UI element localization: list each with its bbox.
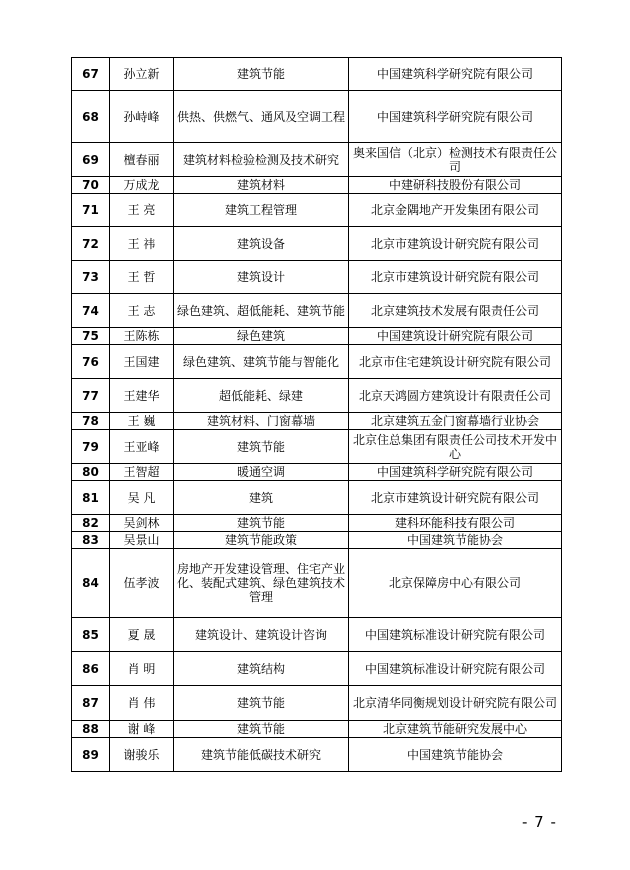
table-row: [72, 194, 562, 227]
row-number: 71: [72, 194, 110, 227]
table-row: [72, 618, 562, 652]
organization: 北京保障房中心有限公司: [349, 549, 562, 618]
table-row: [72, 328, 562, 345]
expertise-field: 建筑节能: [174, 721, 349, 738]
expertise-field: 建筑设备: [174, 227, 349, 261]
expert-name: 王 巍: [110, 413, 174, 430]
expertise-field: 建筑结构: [174, 652, 349, 686]
organization: 北京市建筑设计研究院有限公司: [349, 227, 562, 261]
table-row: [72, 413, 562, 430]
organization: 建科环能科技有限公司: [349, 515, 562, 532]
expert-name: 孙立新: [110, 58, 174, 91]
organization: 北京住总集团有限责任公司技术开发中心: [349, 430, 562, 464]
expert-name: 吴景山: [110, 532, 174, 549]
table-row: [72, 143, 562, 177]
table-row: [72, 261, 562, 294]
row-number: 78: [72, 413, 110, 430]
organization: 北京市建筑设计研究院有限公司: [349, 261, 562, 294]
table-row: [72, 379, 562, 413]
row-number: 70: [72, 177, 110, 194]
organization: 中国建筑科学研究院有限公司: [349, 464, 562, 481]
expert-name: 吴剑林: [110, 515, 174, 532]
organization: 中国建筑标准设计研究院有限公司: [349, 652, 562, 686]
table-row: [72, 345, 562, 379]
expert-name: 谢 峰: [110, 721, 174, 738]
expertise-field: 建筑工程管理: [174, 194, 349, 227]
table-row: [72, 549, 562, 618]
table-row: [72, 721, 562, 738]
expertise-field: 绿色建筑、建筑节能与智能化: [174, 345, 349, 379]
table-row: [72, 532, 562, 549]
expertise-field: 建筑节能: [174, 430, 349, 464]
expert-roster-table: [71, 57, 562, 772]
expert-name: 王陈栋: [110, 328, 174, 345]
expertise-field: 建筑设计、建筑设计咨询: [174, 618, 349, 652]
row-number: 73: [72, 261, 110, 294]
organization: 中国建筑节能协会: [349, 738, 562, 772]
organization: 中国建筑科学研究院有限公司: [349, 91, 562, 143]
row-number: 85: [72, 618, 110, 652]
organization: 北京天鸿圆方建筑设计有限责任公司: [349, 379, 562, 413]
row-number: 86: [72, 652, 110, 686]
row-number: 75: [72, 328, 110, 345]
row-number: 84: [72, 549, 110, 618]
row-number: 76: [72, 345, 110, 379]
page-number: - 7 -: [522, 813, 557, 831]
expertise-field: 建筑节能低碳技术研究: [174, 738, 349, 772]
expert-name: 谢骏乐: [110, 738, 174, 772]
expert-name: 伍孝波: [110, 549, 174, 618]
row-number: 89: [72, 738, 110, 772]
expertise-field: 建筑节能: [174, 515, 349, 532]
row-number: 67: [72, 58, 110, 91]
expert-name: 王国建: [110, 345, 174, 379]
expert-name: 肖 明: [110, 652, 174, 686]
expert-name: 孙峙峰: [110, 91, 174, 143]
expertise-field: 绿色建筑: [174, 328, 349, 345]
organization: 北京市建筑设计研究院有限公司: [349, 481, 562, 515]
organization: 北京建筑五金门窗幕墙行业协会: [349, 413, 562, 430]
table-row: [72, 430, 562, 464]
organization: 中建研科技股份有限公司: [349, 177, 562, 194]
expertise-field: 建筑材料检验检测及技术研究: [174, 143, 349, 177]
row-number: 69: [72, 143, 110, 177]
expert-name: 檀春丽: [110, 143, 174, 177]
table-row: [72, 227, 562, 261]
expertise-field: 建筑: [174, 481, 349, 515]
row-number: 87: [72, 686, 110, 721]
expertise-field: 建筑节能: [174, 686, 349, 721]
table-row: [72, 58, 562, 91]
organization: 北京市住宅建筑设计研究院有限公司: [349, 345, 562, 379]
organization: 北京金隅地产开发集团有限公司: [349, 194, 562, 227]
expertise-field: 暖通空调: [174, 464, 349, 481]
table-row: [72, 294, 562, 328]
organization: 中国建筑标准设计研究院有限公司: [349, 618, 562, 652]
expertise-field: 超低能耗、绿建: [174, 379, 349, 413]
row-number: 79: [72, 430, 110, 464]
table-row: [72, 464, 562, 481]
table-row: [72, 177, 562, 194]
expert-name: 王亚峰: [110, 430, 174, 464]
table-row: [72, 481, 562, 515]
expertise-field: 建筑节能政策: [174, 532, 349, 549]
expert-name: 吴 凡: [110, 481, 174, 515]
expertise-field: 建筑材料、门窗幕墙: [174, 413, 349, 430]
row-number: 80: [72, 464, 110, 481]
table-row: [72, 738, 562, 772]
expert-name: 王 祎: [110, 227, 174, 261]
organization: 北京建筑节能研究发展中心: [349, 721, 562, 738]
expert-name: 王 亮: [110, 194, 174, 227]
row-number: 88: [72, 721, 110, 738]
organization: 北京清华同衡规划设计研究院有限公司: [349, 686, 562, 721]
row-number: 77: [72, 379, 110, 413]
table-row: [72, 515, 562, 532]
row-number: 81: [72, 481, 110, 515]
organization: 奥来国信（北京）检测技术有限责任公司: [349, 143, 562, 177]
row-number: 74: [72, 294, 110, 328]
expert-name: 夏 晟: [110, 618, 174, 652]
expert-name: 王 志: [110, 294, 174, 328]
table-row: [72, 686, 562, 721]
expertise-field: 绿色建筑、超低能耗、建筑节能: [174, 294, 349, 328]
organization: 北京建筑技术发展有限责任公司: [349, 294, 562, 328]
expert-name: 王建华: [110, 379, 174, 413]
expert-name: 王 哲: [110, 261, 174, 294]
expert-name: 万成龙: [110, 177, 174, 194]
row-number: 72: [72, 227, 110, 261]
row-number: 83: [72, 532, 110, 549]
expertise-field: 建筑材料: [174, 177, 349, 194]
expert-name: 王智超: [110, 464, 174, 481]
table-row: [72, 652, 562, 686]
row-number: 82: [72, 515, 110, 532]
table-row: [72, 91, 562, 143]
expert-name: 肖 伟: [110, 686, 174, 721]
row-number: 68: [72, 91, 110, 143]
expertise-field: 建筑设计: [174, 261, 349, 294]
expertise-field: 房地产开发建设管理、住宅产业化、装配式建筑、绿色建筑技术管理: [174, 549, 349, 618]
expertise-field: 建筑节能: [174, 58, 349, 91]
organization: 中国建筑科学研究院有限公司: [349, 58, 562, 91]
organization: 中国建筑设计研究院有限公司: [349, 328, 562, 345]
organization: 中国建筑节能协会: [349, 532, 562, 549]
expertise-field: 供热、供燃气、通风及空调工程: [174, 91, 349, 143]
